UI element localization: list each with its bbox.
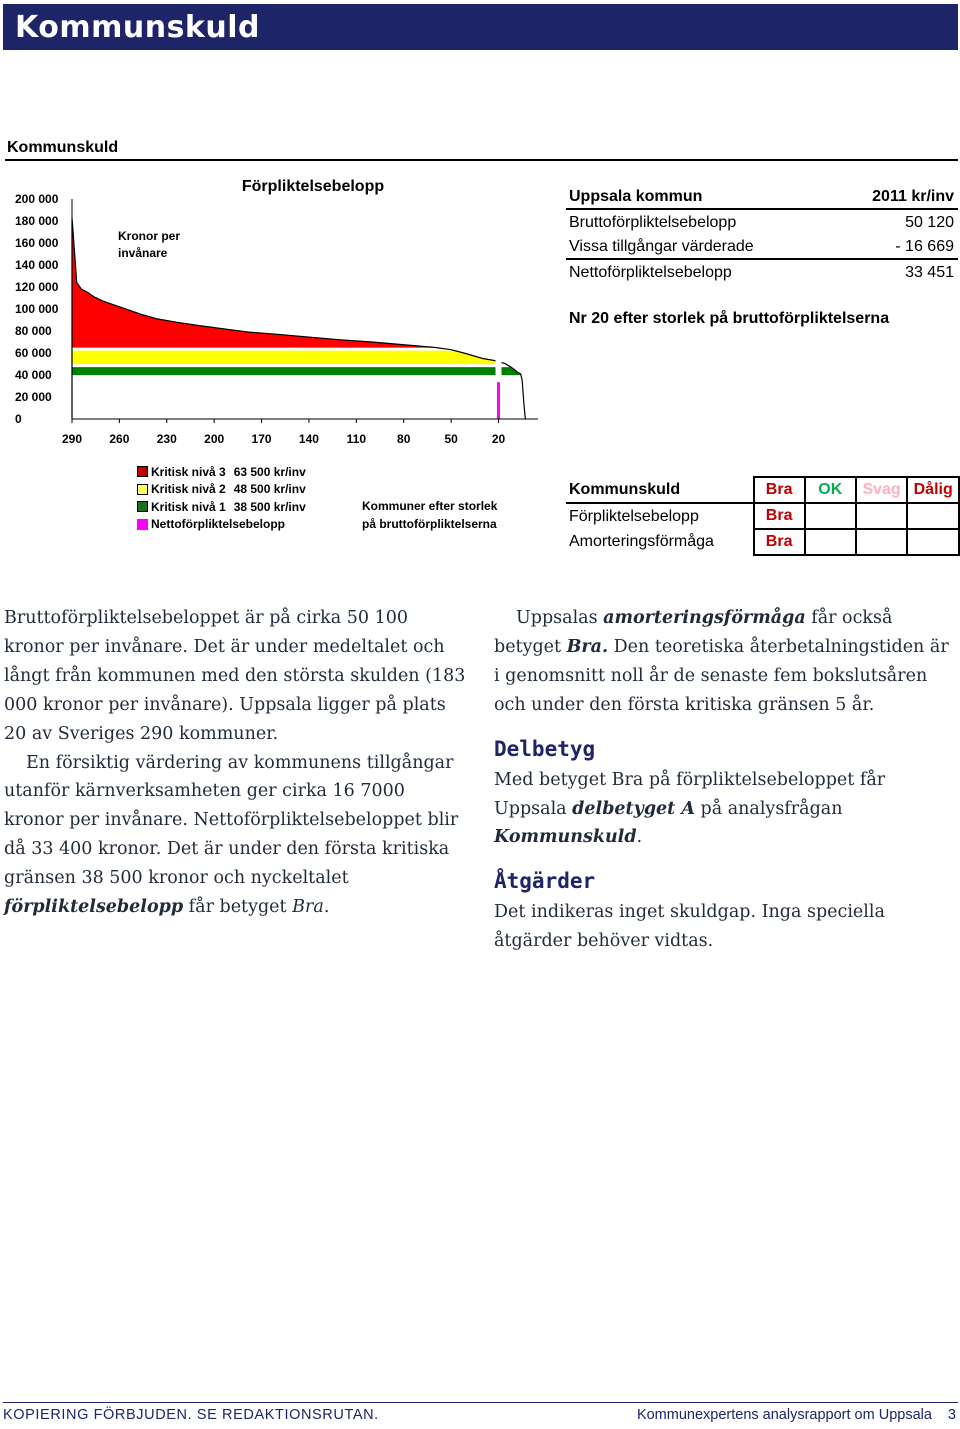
- info-label: Vissa tillgångar värderade: [569, 238, 754, 255]
- legend-label: Kritisk nivå 3: [151, 464, 226, 479]
- x-tick-label: 260: [109, 432, 130, 446]
- info-header: [566, 184, 958, 210]
- paragraph: En försiktig värdering av kommunens tillgångar utanför kärnverksamheten ger cirka 16 7000 kronor per invånare. Nettoförpliktelsebeloppet blir då 33 400 kronor. Det är under den första kritiska gränsen 38 500 kronor och nyckeltalet förpliktelsebelopp får betyget Bra.: [4, 752, 459, 918]
- legend-swatch-magenta: [137, 519, 148, 530]
- y-tick-label: 80 000: [15, 324, 52, 338]
- band-1: [72, 366, 538, 377]
- curve-fill: [72, 199, 538, 378]
- y-tick-label: 120 000: [15, 280, 59, 294]
- info-row: [566, 260, 958, 284]
- grade-empty: [856, 503, 908, 529]
- chart-legend: [137, 463, 306, 533]
- chart-ylabel: Kronor per invånare: [118, 229, 181, 260]
- info-row: [566, 234, 958, 260]
- x-tick-label: 140: [298, 432, 319, 446]
- info-header-right: 2011 kr/inv: [872, 188, 954, 205]
- y-tick-label: 40 000: [15, 368, 52, 382]
- grade-label: Kommunskuld: [566, 477, 754, 503]
- y-tick-label: 60 000: [15, 346, 52, 360]
- x-tick-label: 200: [204, 432, 225, 446]
- x-tick-label: 230: [156, 432, 177, 446]
- grade-empty: [805, 529, 856, 555]
- legend-label: Kritisk nivå 1: [151, 499, 226, 514]
- footer-publication: Kommunexpertens analysrapport om Uppsala: [636, 1407, 932, 1423]
- legend-swatch-yellow: [137, 484, 148, 495]
- grade-value: Bra: [754, 503, 805, 529]
- level-line: [72, 364, 538, 367]
- x-tick-label: 110: [346, 432, 367, 446]
- footer-right: [637, 1407, 956, 1423]
- legend-label: Kritisk nivå 2: [151, 482, 226, 497]
- page-banner: [3, 4, 958, 50]
- info-label: Nettoförpliktelsebelopp: [569, 264, 732, 281]
- grade-label: Förpliktelsebelopp: [569, 507, 699, 525]
- y-tick-label: 160 000: [15, 236, 59, 250]
- y-tick-label: 20 000: [15, 390, 52, 404]
- x-tick-label: 80: [397, 432, 411, 446]
- legend-item-netto: [137, 516, 306, 534]
- x-tick-label: 20: [491, 432, 506, 446]
- page-number: 3: [947, 1407, 956, 1423]
- info-label: Bruttoförpliktelsebelopp: [569, 214, 737, 231]
- x-tick-label: 50: [444, 432, 458, 446]
- grade-header-dalig: Dålig: [907, 477, 959, 503]
- legend-value: 38 500 kr/inv: [233, 499, 306, 514]
- y-tick-label: 0: [15, 412, 22, 426]
- x-tick-label: 290: [61, 432, 83, 446]
- legend-label: Nettoförpliktelsebelopp: [151, 517, 286, 532]
- legend-item-kritisk-2: [137, 481, 306, 499]
- y-tick-label: 100 000: [15, 302, 59, 316]
- y-tick-label: 200 000: [15, 192, 59, 206]
- grade-header-bra: Bra: [754, 477, 805, 503]
- heading-atgarder: Åtgärder: [494, 869, 596, 894]
- x-tick-label: 170: [251, 432, 272, 446]
- section-title: Kommunskuld: [7, 139, 119, 156]
- grade-label: Amorteringsförmåga: [569, 533, 714, 550]
- y-tick-label: 180 000: [15, 214, 59, 228]
- band-3: [72, 199, 538, 349]
- grade-header-ok: OK: [805, 477, 856, 503]
- footer-divider: [3, 1402, 958, 1403]
- legend-item-kritisk-1: [137, 498, 306, 516]
- info-value: 50 120: [905, 214, 954, 231]
- grade-row-amortering: [566, 529, 959, 555]
- heading-delbetyg: Delbetyg: [494, 736, 596, 761]
- info-value: - 16 669: [895, 238, 954, 255]
- chart-xlabel: Kommuner efter storlek på bruttoförpliktelserna: [362, 499, 498, 531]
- legend-swatch-red: [137, 466, 148, 477]
- info-row: [566, 210, 958, 234]
- uppsala-info-table: [566, 184, 958, 284]
- grade-header-svag: Svag: [856, 477, 908, 503]
- paragraph: Det indikeras inget skuldgap. Inga speciella åtgärder behöver vidtas.: [494, 902, 885, 952]
- grade-value: Bra: [754, 529, 805, 555]
- netto-bar: [497, 382, 500, 419]
- paragraph: Uppsalas amorteringsförmåga får också betyget Bra. Den teoretiska återbetalningstiden är i genomsnitt noll år de senaste fem bokslutsåren och under den första kritiska gränsen 5 år.: [494, 608, 949, 715]
- right-text-column: [494, 604, 958, 956]
- info-header-left: Uppsala kommun: [569, 188, 703, 205]
- footer-notice: KOPIERING FÖRBJUDEN. SE REDAKTIONSRUTAN.: [3, 1407, 379, 1423]
- legend-swatch-green: [137, 501, 148, 512]
- grade-table: [566, 476, 960, 556]
- grade-empty: [907, 503, 959, 529]
- banner-title: Kommunskuld: [15, 10, 260, 45]
- paragraph: Bruttoförpliktelsebeloppet är på cirka 50 100 kronor per invånare. Det är under medeltalet och långt från kommunen med den största skulden (183 000 kronor per invånare). Uppsala ligger på plats 20 av Sveriges 290 kommuner.: [4, 608, 466, 744]
- legend-item-kritisk-3: [137, 463, 306, 481]
- grade-empty: [907, 529, 959, 555]
- y-tick-label: 140 000: [15, 258, 59, 272]
- left-text-column: [4, 604, 470, 922]
- grade-empty: [856, 529, 908, 555]
- legend-value: 48 500 kr/inv: [233, 482, 306, 497]
- grade-empty: [805, 503, 856, 529]
- chart-title: Förpliktelsebelopp: [241, 178, 385, 195]
- legend-value: 63 500 kr/inv: [233, 464, 306, 479]
- grade-row-forpliktelsebelopp: [566, 503, 959, 529]
- band-2: [72, 349, 538, 366]
- paragraph: Med betyget Bra på förpliktelsebeloppet får Uppsala delbetyget A på analysfrågan Kommunskuld.: [494, 769, 886, 848]
- section-divider: [5, 159, 958, 161]
- info-value: 33 451: [905, 264, 954, 281]
- level-line: [72, 375, 538, 378]
- debt-chart: [0, 168, 545, 458]
- rank-text: Nr 20 efter storlek på bruttoförpliktelserna: [569, 310, 890, 327]
- grade-row-kommunskuld: [566, 477, 959, 503]
- level-line: [72, 348, 538, 351]
